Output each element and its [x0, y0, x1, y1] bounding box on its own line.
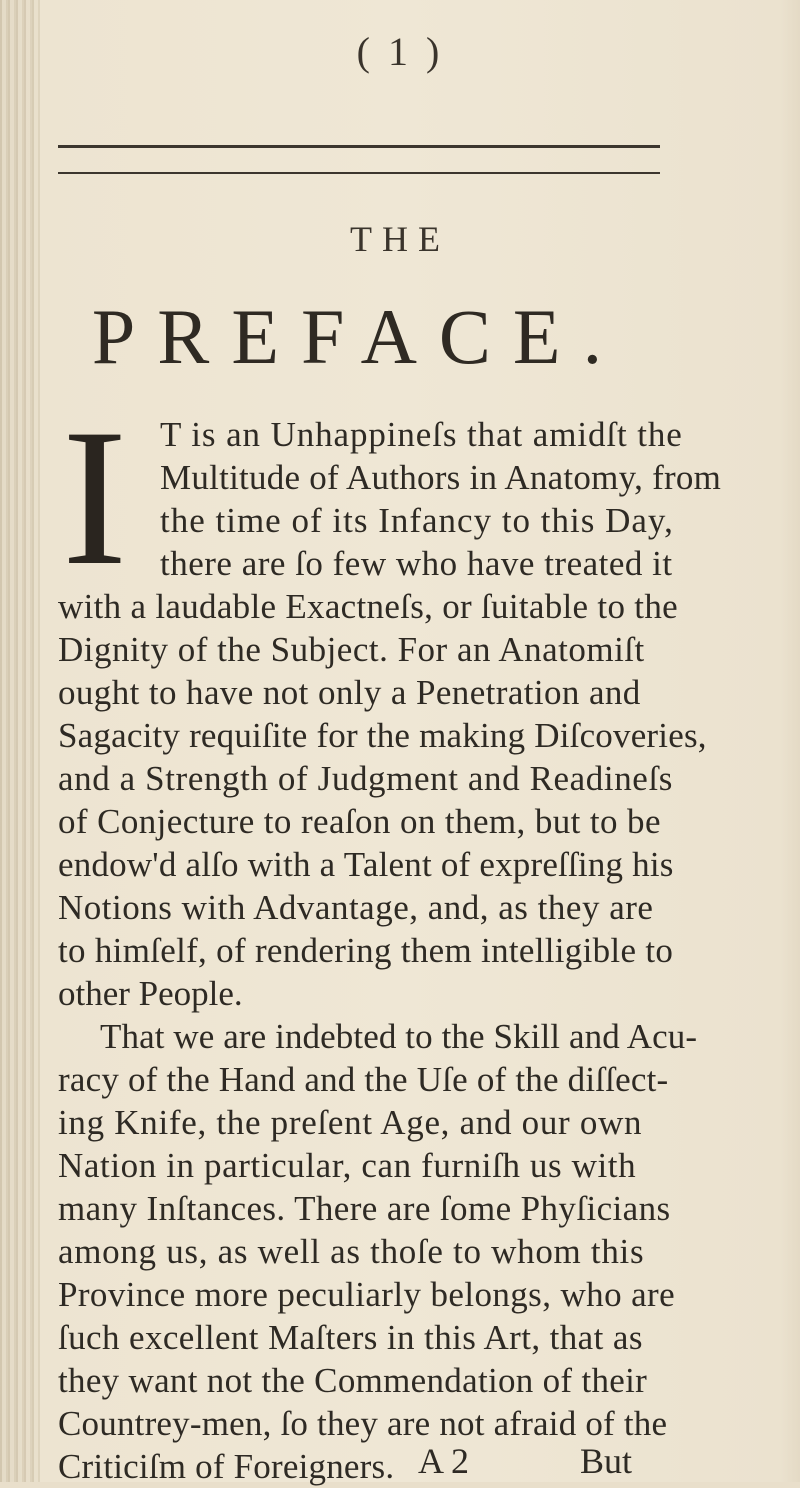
heading-the: THE [350, 219, 450, 259]
text-line: Sagacity requiſite for the making Diſcoveries, [58, 716, 707, 755]
text-line: Criticiſm of Foreigners. [58, 1447, 395, 1486]
text-line: endow'd alſo with a Talent of expreſſing his [58, 845, 674, 884]
catchword: But [580, 1441, 633, 1481]
drop-cap: I [62, 389, 128, 606]
text-line: of Conjecture to reaſon on them, but to be [58, 802, 661, 841]
signature-mark: A 2 [418, 1441, 470, 1481]
text-line: Countrey-men, ſo they are not afraid of the [58, 1404, 668, 1443]
text-line: other People. [58, 974, 243, 1013]
text-line: ought to have not only a Penetration and [58, 673, 641, 712]
text-line: Nation in particular, can furniſh us with [58, 1146, 637, 1185]
heading-preface: PREFACE. [91, 293, 625, 380]
text-line: the time of its Infancy to this Day, [160, 501, 674, 540]
text-line: ſuch excellent Maſters in this Art, that as [58, 1318, 643, 1357]
text-line: That we are indebted to the Skill and Acu- [100, 1017, 698, 1056]
text-line: there are ſo few who have treated it [160, 544, 673, 583]
text-line: Multitude of Authors in Anatomy, from [160, 458, 722, 497]
text-line: among us, as well as thoſe to whom this [58, 1232, 645, 1271]
text-line: and a Strength of Judgment and Readineſs [58, 759, 673, 798]
text-line: they want not the Commendation of their [58, 1361, 648, 1400]
text-line: with a laudable Exactneſs, or ſuitable to the [58, 587, 678, 626]
text-line: ing Knife, the preſent Age, and our own [58, 1103, 643, 1142]
text-line: Dignity of the Subject. For an Anatomiſt [58, 630, 645, 669]
page-number: ( 1 ) [356, 29, 444, 74]
text-line: racy of the Hand and the Uſe of the diſſect- [58, 1060, 669, 1099]
text-line: Province more peculiarly belongs, who are [58, 1275, 676, 1314]
text-line: T is an Unhappineſs that amidſt the [160, 415, 683, 454]
text-line: many Inſtances. There are ſome Phyſicians [58, 1189, 671, 1228]
text-line: Notions with Advantage, and, as they are [58, 888, 654, 927]
text-line: to himſelf, of rendering them intelligible to [58, 931, 674, 970]
